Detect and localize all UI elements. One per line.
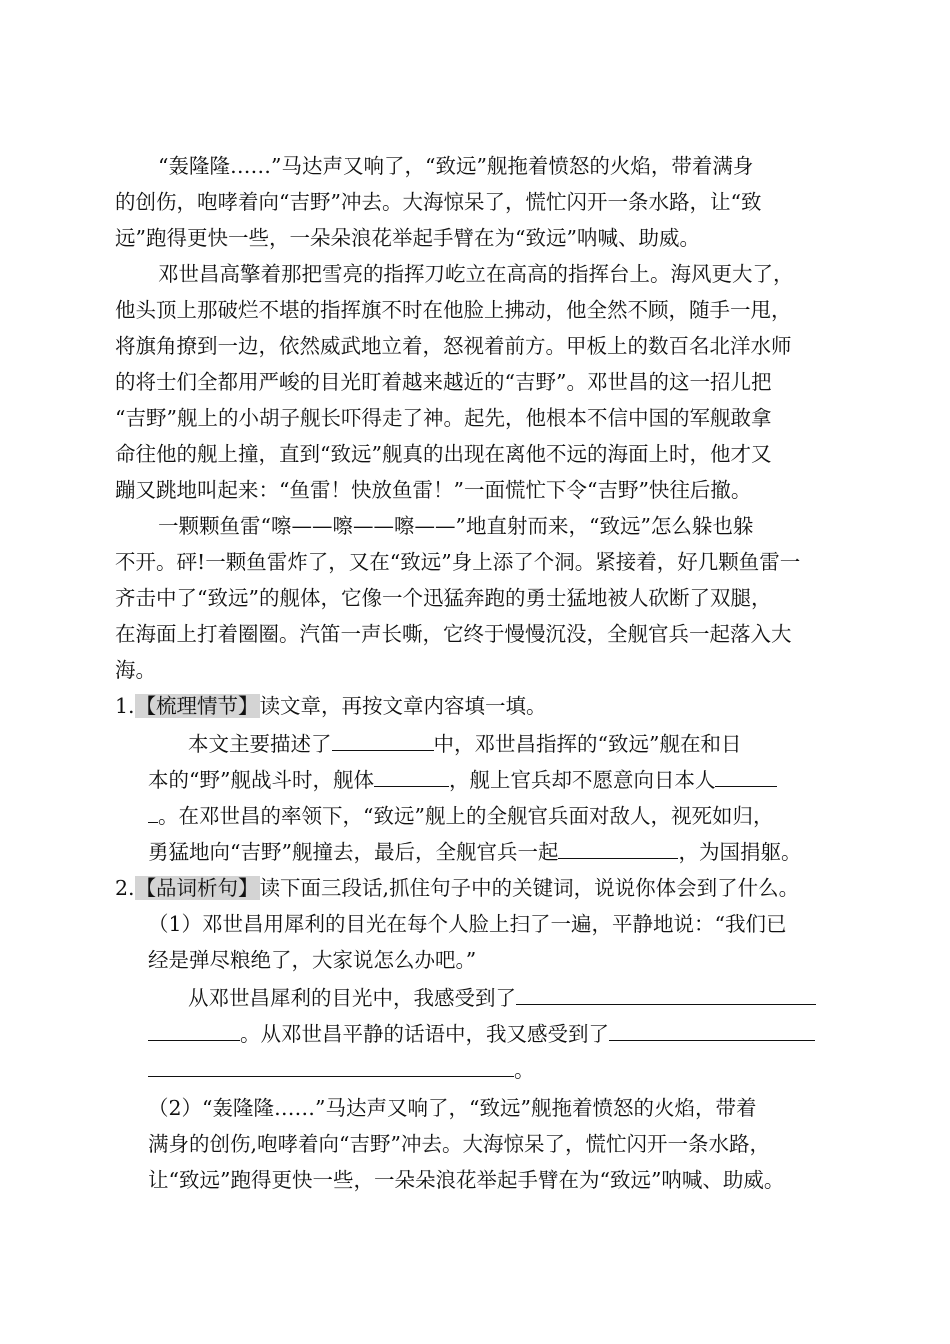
- fill-line: [148, 768, 777, 792]
- passage-line: 在海面上打着圈圈。汽笛一声长嘶，它终于慢慢沉没，全舰官兵一起落入大: [115, 622, 792, 646]
- fill-line: [148, 804, 773, 828]
- answer-line: [188, 986, 816, 1010]
- passage-line: 的将士们全都用严峻的目光盯着越来越近的“吉野”。邓世昌的这一招儿把: [115, 370, 772, 394]
- question-number: 1.: [115, 694, 135, 718]
- quote-line: （2）“轰隆隆……”马达声又响了，“致远”舰拖着愤怒的火焰，带着: [148, 1096, 757, 1120]
- fill-line: [188, 732, 741, 756]
- fill-line: [148, 840, 801, 864]
- answer-line: [148, 1022, 815, 1046]
- fill-text: 中，邓世昌指挥的“致远”舰在和日: [433, 732, 742, 756]
- question-1-heading: [115, 694, 547, 718]
- passage-line: 命往他的舰上撞，直到“致远”舰真的出现在离他不远的海面上时，他才又: [115, 442, 772, 466]
- fill-text: 。: [514, 1058, 535, 1082]
- quote-line: 满身的创伤,咆哮着向“吉野”冲去。大海惊呆了，慌忙闪开一条水路，: [148, 1132, 770, 1156]
- passage-line: 将旗角撩到一边，依然威武地立着，怒视着前方。甲板上的数百名北洋水师: [115, 334, 792, 358]
- fill-text: 勇猛地向“吉野”舰撞去，最后，全舰官兵一起: [148, 840, 559, 864]
- passage-line: 蹦又跳地叫起来：“鱼雷！快放鱼雷！”一面慌忙下令“吉野”快往后撤。: [115, 478, 752, 502]
- answer-blank[interactable]: [148, 1058, 514, 1077]
- question-tag: 【品词析句】: [135, 876, 259, 900]
- answer-blank[interactable]: [374, 768, 449, 787]
- question-tag: 【梳理情节】: [135, 694, 259, 718]
- answer-blank[interactable]: [148, 804, 158, 823]
- question-2-heading: [115, 876, 799, 900]
- fill-text: ，为国捐躯。: [678, 840, 802, 864]
- passage-line: 不开。砰!一颗鱼雷炸了，又在“致远”身上添了个洞。紧接着，好几颗鱼雷一: [115, 550, 801, 574]
- question-number: 2.: [115, 876, 135, 900]
- answer-blank[interactable]: [609, 1022, 815, 1041]
- passage-line: 远”跑得更快一些，一朵朵浪花举起手臂在为“致远”呐喊、助威。: [115, 226, 700, 250]
- passage-line: 一颗颗鱼雷“嚓——嚓——嚓——”地直射而来，“致远”怎么躲也躲: [158, 514, 754, 538]
- answer-blank[interactable]: [148, 1022, 240, 1041]
- fill-text: 本文主要描述了: [188, 732, 332, 756]
- passage-line: “吉野”舰上的小胡子舰长吓得走了神。起先，他根本不信中国的军舰敢拿: [115, 406, 772, 430]
- quote-line: 让“致远”跑得更快一些，一朵朵浪花举起手臂在为“致远”呐喊、助威。: [148, 1168, 785, 1192]
- answer-blank[interactable]: [332, 732, 434, 751]
- answer-blank[interactable]: [558, 840, 678, 859]
- fill-text: 从邓世昌犀利的目光中，我感受到了: [188, 986, 516, 1010]
- fill-text: 。在邓世昌的率领下，“致远”舰上的全舰官兵面对敌人，视死如归，: [158, 804, 774, 828]
- fill-text: 本的“野”舰战斗时，舰体: [148, 768, 374, 792]
- passage-line: 齐击中了“致远”的舰体，它像一个迅猛奔跑的勇士猛地被人砍断了双腿，: [115, 586, 772, 610]
- answer-blank[interactable]: [516, 986, 816, 1005]
- answer-blank[interactable]: [715, 768, 777, 787]
- quote-line: 经是弹尽粮绝了，大家说怎么办吧。”: [148, 948, 477, 972]
- passage-line: “轰隆隆……”马达声又响了，“致远”舰拖着愤怒的火焰，带着满身: [158, 154, 754, 178]
- question-prompt: 读下面三段话,抓住句子中的关键词，说说你体会到了什么。: [259, 876, 800, 900]
- fill-text: 。从邓世昌平静的话语中，我又感受到了: [240, 1022, 609, 1046]
- passage-line: 他头顶上那破烂不堪的指挥旗不时在他脸上拂动，他全然不顾，随手一甩，: [115, 298, 792, 322]
- passage-line: 海。: [115, 658, 156, 682]
- answer-line: [148, 1058, 535, 1082]
- passage-line: 的创伤，咆哮着向“吉野”冲去。大海惊呆了，慌忙闪开一条水路，让“致: [115, 190, 762, 214]
- quote-line: （1）邓世昌用犀利的目光在每个人脸上扫了一遍，平静地说：“我们已: [148, 912, 787, 936]
- passage-line: 邓世昌高擎着那把雪亮的指挥刀屹立在高高的指挥台上。海风更大了，: [158, 262, 794, 286]
- question-prompt: 读文章，再按文章内容填一填。: [259, 694, 547, 718]
- fill-text: ，舰上官兵却不愿意向日本人: [448, 768, 716, 792]
